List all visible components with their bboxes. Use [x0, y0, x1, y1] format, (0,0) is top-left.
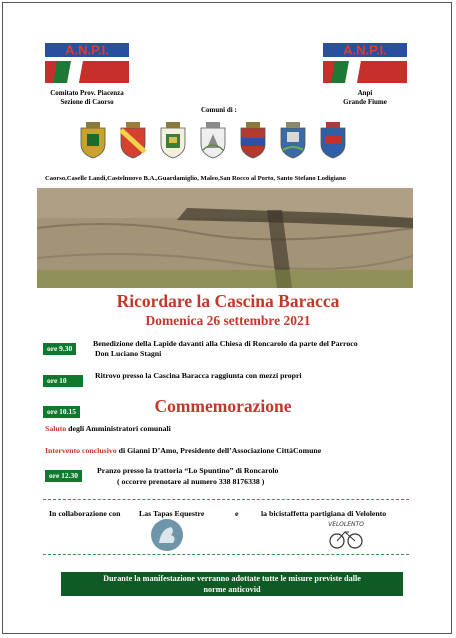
- schedule-item-1-line1: Benedizione della Lapide davanti alla Chiesa di Roncarolo da parte del Parroco: [93, 339, 358, 348]
- pranzo-line1: Pranzo presso la trattoria “Lo Spuntino” di Roncarolo: [97, 466, 279, 475]
- divider-top: [43, 499, 409, 500]
- covid-notice-line1: Durante la manifestazione verranno adottate tutte le misure previste dalle: [103, 574, 361, 583]
- event-title: Ricordare la Cascina Baracca: [116, 291, 340, 311]
- covid-notice: [61, 572, 403, 596]
- crests-row: [77, 120, 349, 160]
- las-tapas-logo-icon: [151, 519, 183, 551]
- intervento-label: Intervento conclusivo: [45, 446, 117, 455]
- schedule-item-3: [43, 401, 80, 419]
- time-badge: ore 12.30: [45, 470, 82, 482]
- left-logo-caption: [25, 89, 149, 107]
- schedule-item-1-line2: Don Luciano Stagni: [95, 349, 162, 358]
- saluto-text: degli Amministratori comunali: [66, 424, 171, 433]
- field-shadow-image: [37, 188, 413, 288]
- pranzo-item: [45, 465, 82, 483]
- comuni-label: Comuni di :: [201, 106, 237, 114]
- pranzo-line2: ( occorre prenotare al numero 338 8176338 ): [117, 477, 265, 486]
- cascina-photo: [37, 188, 413, 288]
- event-date: Domenica 26 settembre 2021: [145, 313, 311, 328]
- saluto-label: Saluto: [45, 424, 67, 433]
- anpi-logo-right-text: A.N.P.I.: [343, 43, 387, 58]
- right-logo-caption-line2: Grande Fiume: [343, 98, 387, 106]
- crest-icon-san-rocco: [277, 120, 309, 160]
- crest-icon-maleo: [237, 120, 269, 160]
- time-badge: ore 10: [43, 375, 83, 387]
- intervento-text: di Gianni D’Amo, Presidente dell’Associazione CittàComune: [116, 446, 322, 455]
- velolento-logo-icon: [323, 517, 369, 551]
- saluto-line: [45, 424, 171, 434]
- crest-icon-caselle-landi: [117, 120, 149, 160]
- divider-bottom: [43, 554, 409, 555]
- time-badge: ore 10.15: [43, 406, 80, 418]
- left-logo-caption-line1: Comitato Prov. Piacenza: [50, 89, 124, 97]
- flyer-page: [2, 2, 452, 634]
- crest-icon-guardamiglio: [197, 120, 229, 160]
- schedule-item-1: [43, 338, 76, 356]
- schedule-item-1-text: [93, 339, 358, 359]
- collab-org2: la bicistaffetta partigiana di Velolento: [261, 509, 387, 518]
- schedule-item-2-text: Ritrovo presso la Cascina Baracca raggiunta con mezzi propri: [95, 371, 302, 380]
- anpi-logo-left: [45, 43, 129, 85]
- schedule-item-2: [43, 370, 83, 388]
- intervento-line: [45, 446, 321, 456]
- collab-prefix: In collaborazione con: [49, 509, 121, 518]
- anpi-logo-left-text: A.N.P.I.: [65, 43, 109, 58]
- covid-notice-line2: norme anticovid: [203, 585, 261, 594]
- left-logo-caption-line2: Sezione di Caorso: [60, 98, 114, 106]
- towns-list: Caorso,Caselle Landi,Castelnuovo B.A.,Guardamiglio, Maleo,San Rocco al Porto, Santo Stefano Lodigiano: [45, 175, 346, 182]
- right-logo-caption: [303, 89, 427, 107]
- collab-org1: Las Tapas Equestre: [139, 509, 205, 518]
- right-logo-caption-line1: Anpi: [357, 89, 373, 97]
- commemorazione-heading: Commemorazione: [154, 396, 292, 416]
- collab-conj: e: [235, 509, 239, 518]
- crest-icon-caorso: [77, 120, 109, 160]
- anpi-logo-right: [323, 43, 407, 85]
- time-badge: ore 9.30: [43, 343, 76, 355]
- velolento-logo-text: VELOLENTO: [328, 521, 364, 528]
- crest-icon-castelnuovo: [157, 120, 189, 160]
- crest-icon-santo-stefano: [317, 120, 349, 160]
